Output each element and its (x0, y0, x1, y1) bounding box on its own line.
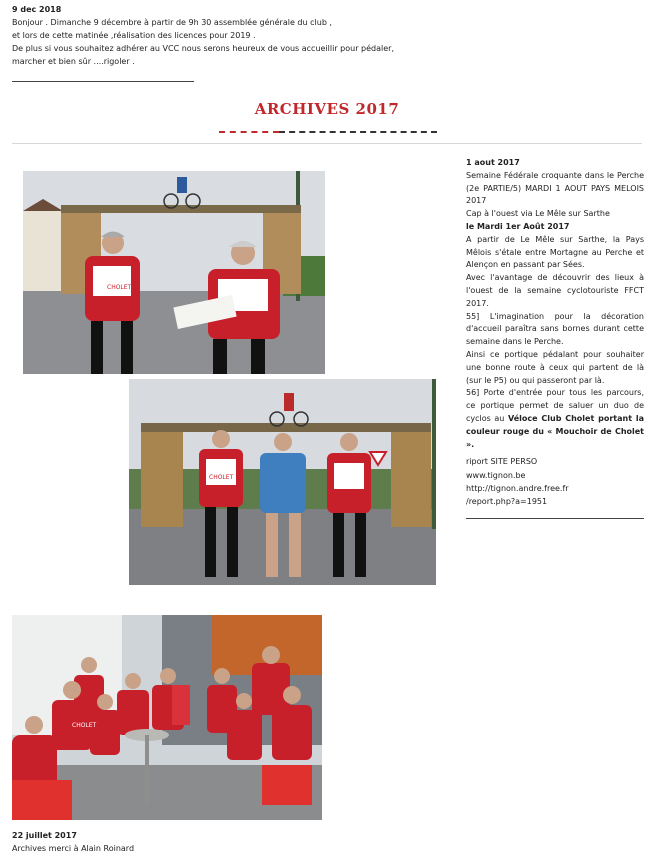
article-paragraph-4: A partir de Le Mêle sur Sarthe, la Pays Mêlois s'étale entre Mortagne au Perche et Alençon en passant par Sées. (466, 234, 644, 270)
article-paragraph-2: Cap à l'ouest via Le Mêle sur Sarthe (466, 209, 610, 219)
article-date: 1 aout 2017 (466, 158, 520, 167)
footer-credit: Archives merci à Alain Roinard (12, 844, 135, 853)
article-paragraph-5: Avec l'avantage de découvrir des lieux à l'ouest de la semaine cyclotouriste FFCT 2017. (466, 273, 644, 308)
photo1-jersey-text: CHOLET (107, 284, 132, 291)
article-paragraph-3: le Mardi 1er Août 2017 (466, 221, 570, 231)
intro-line-2: et lors de cette matinée ,réalisation des licences pour 2019 . (12, 31, 256, 40)
article-column (466, 157, 644, 451)
source-label: riport SITE PERSO (466, 457, 538, 466)
intro-divider (12, 81, 194, 82)
article-divider (466, 518, 644, 519)
title-underline-dark (279, 131, 437, 133)
source-link-1[interactable]: www.tignon.be (466, 471, 526, 480)
intro-date: 9 dec 2018 (12, 5, 62, 14)
article-paragraph-8 (466, 387, 644, 451)
photo-portique-trio (129, 379, 436, 585)
photo-portique-duo (23, 171, 325, 374)
title-underline-red (219, 131, 279, 133)
intro-line-4: marcher et bien sûr ....rigoler . (12, 57, 135, 66)
source-link-3[interactable]: /report.php?a=1951 (466, 497, 548, 506)
section-divider (12, 143, 642, 144)
article-paragraph-6: 55] L'imagination pour la décoration d'accueil paraîtra sans bornes durant cette semaine dans le Perche. (466, 311, 644, 347)
photo3-jersey-text: CHOLET (72, 722, 97, 729)
article-paragraph-1: Semaine Fédérale croquante dans le Perche (2e PARTIE/5) MARDI 1 AOUT PAYS MELOIS 2017 (466, 170, 644, 206)
photo2-jersey-text: CHOLET (209, 474, 234, 481)
article-club-name: Véloce Club Cholet portant la couleur rouge du « Mouchoir de Cholet ». (466, 413, 645, 449)
photo-group-terrace (12, 615, 322, 820)
article-paragraph-7: Ainsi ce portique pédalant pour souhaiter une bonne route à ceux qui partent de là (sur le P5) ou qui passeront par là. (466, 349, 644, 385)
footer-date: 22 juillet 2017 (12, 831, 77, 840)
article-paragraph-8-start: 56] Porte d'entrée pour tous les parcours, ce portique permet de saluer un duo de cyclos au (466, 388, 644, 423)
archives-title: ARCHIVES 2017 (254, 100, 400, 118)
intro-line-1: Bonjour . Dimanche 9 décembre à partir de 9h 30 assemblée générale du club , (12, 18, 332, 27)
source-link-2[interactable]: http://tignon.andre.free.fr (466, 484, 569, 493)
intro-line-3: De plus si vous souhaitez adhérer au VCC nous serons heureux de vous accueillir pour pédaler, (12, 44, 394, 53)
